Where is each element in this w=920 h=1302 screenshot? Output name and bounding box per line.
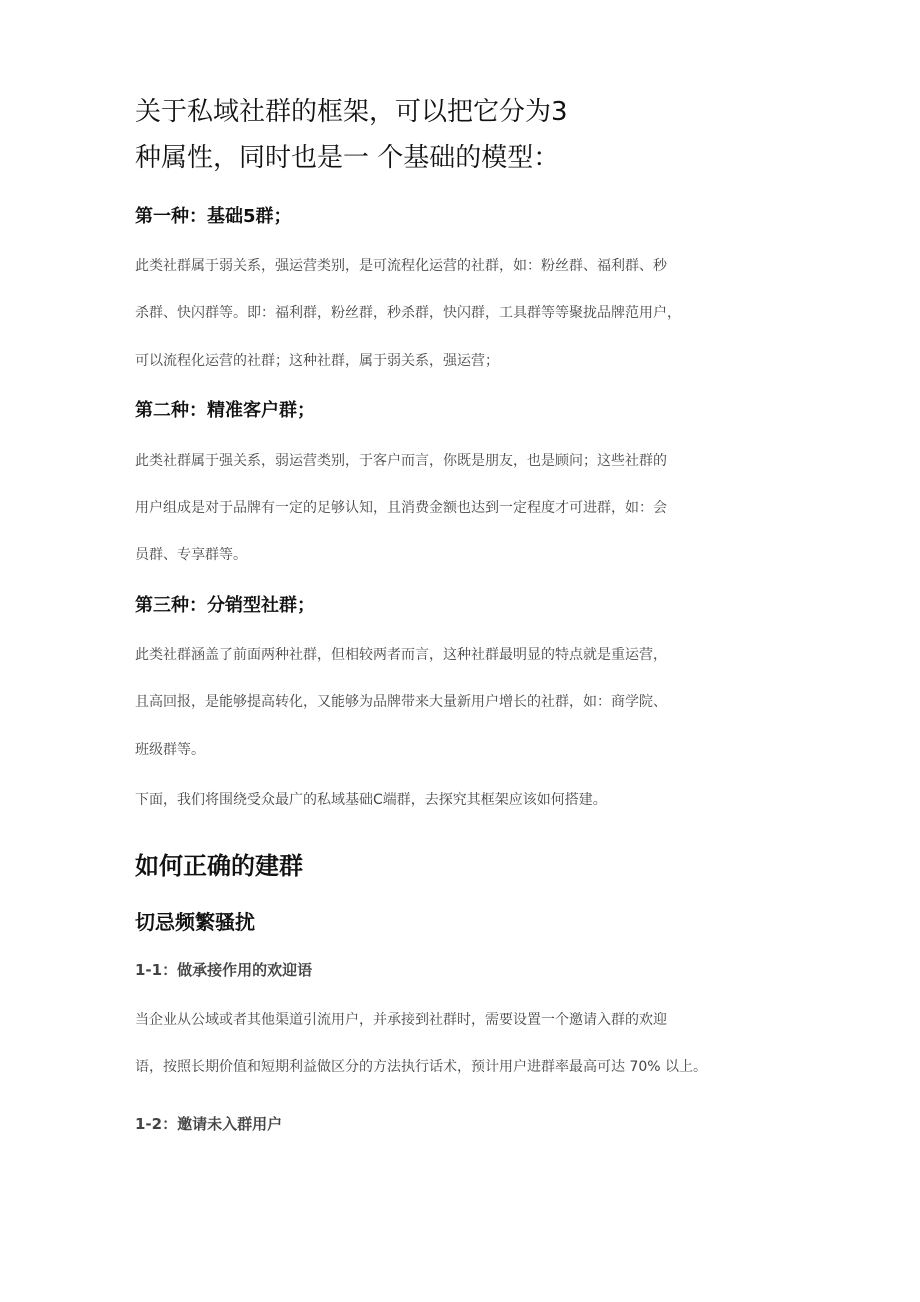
paragraph-line: 用户组成是对于品牌有一定的足够认知，且消费金额也达到一定程度才可进群，如：会	[135, 500, 667, 516]
paragraph-line: 语，按照长期价值和短期利益做区分的方法执行话术，预计用户进群率最高可达 70% 以上。	[135, 1059, 708, 1075]
step-heading-1-2: 1-2：邀请未入群用户	[135, 1115, 283, 1133]
section-heading-basic: 第一种：基础5群；	[135, 206, 292, 227]
transition-paragraph: 下面，我们将围绕受众最广的私域基础C端群，去探究其框架应该如何搭建。	[135, 792, 607, 808]
sub-heading: 切忌频繁骚扰	[135, 910, 255, 934]
paragraph-line: 可以流程化运营的社群；这种社群，属于弱关系，强运营；	[135, 353, 499, 369]
section-heading-distribution: 第三种：分销型社群；	[135, 595, 315, 616]
doc-title-line-2: 种属性，同时也是一 个基础的模型：	[135, 143, 560, 173]
paragraph-line: 此类社群涵盖了前面两种社群，但相较两者而言，这种社群最明显的特点就是重运营，	[135, 647, 667, 663]
paragraph-line: 且高回报，是能够提高转化，又能够为品牌带来大量新用户增长的社群，如：商学院、	[135, 694, 667, 710]
build-heading: 如何正确的建群	[135, 852, 303, 880]
paragraph-line: 此类社群属于强关系，弱运营类别，于客户而言，你既是朋友，也是顾问；这些社群的	[135, 453, 667, 469]
paragraph-line: 杀群、快闪群等。即：福利群，粉丝群，秒杀群，快闪群，工具群等等聚拢品牌范用户，	[135, 305, 681, 321]
paragraph-line: 此类社群属于弱关系，强运营类别，是可流程化运营的社群，如：粉丝群、福利群、秒	[135, 258, 667, 274]
doc-title-line-1: 关于私域社群的框架，可以把它分为3	[135, 97, 568, 127]
section-heading-precise: 第二种：精准客户群；	[135, 400, 315, 421]
step-heading-1-1: 1-1：做承接作用的欢迎语	[135, 961, 313, 979]
paragraph-line: 当企业从公域或者其他渠道引流用户，并承接到社群时，需要设置一个邀请入群的欢迎	[135, 1012, 667, 1028]
paragraph-line: 员群、专享群等。	[135, 547, 247, 563]
paragraph-line: 班级群等。	[135, 742, 205, 758]
